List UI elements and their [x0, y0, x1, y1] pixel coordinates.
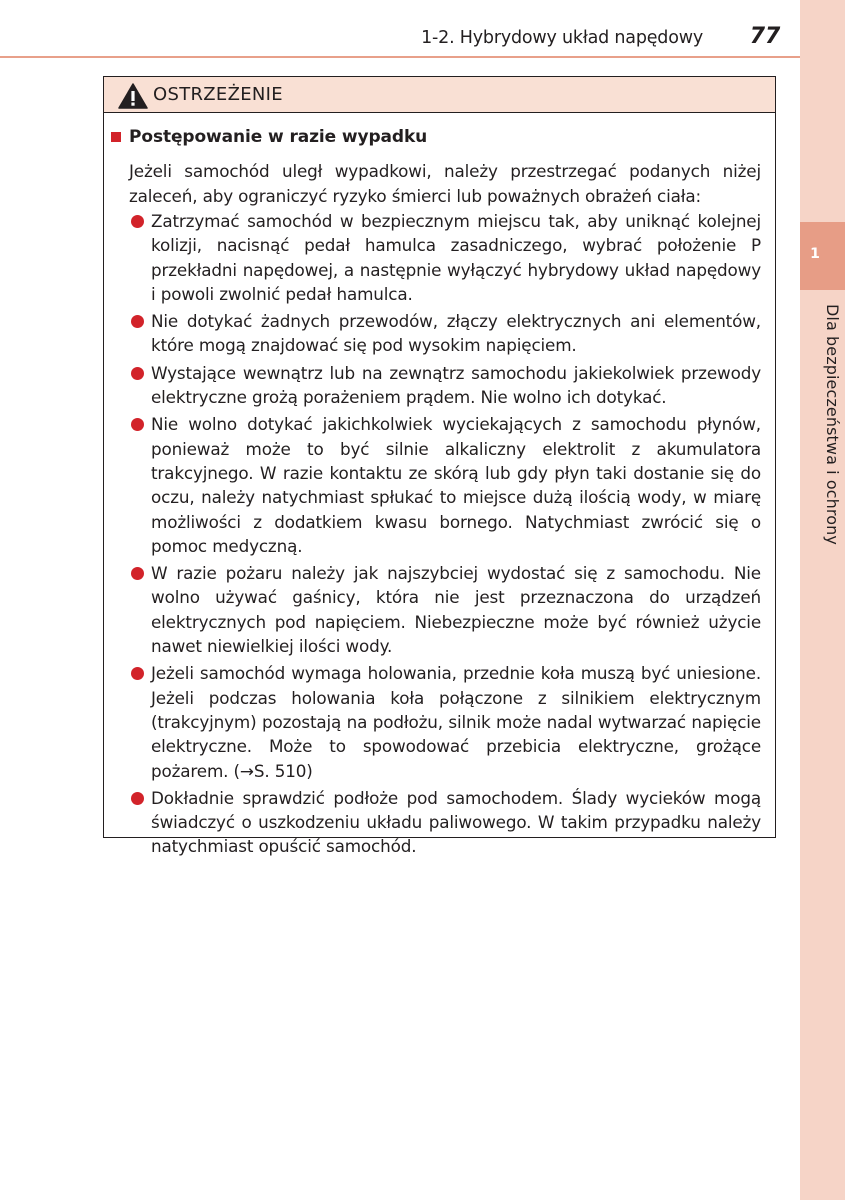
- intro-paragraph: Jeżeli samochód uległ wypadkowi, należy przestrzegać podanych niżej zaleceń, aby ograniczyć ryzyko śmierci lub poważnych obrażeń ciała:: [129, 161, 761, 206]
- warning-header: [104, 77, 775, 113]
- section-marker-icon: [111, 132, 121, 142]
- bullet-icon: [131, 215, 144, 228]
- list-item-text: Dokładnie sprawdzić podłoże pod samochodem. Ślady wycieków mogą świadczyć o uszkodzeniu układu paliwowego. W takim przypadku należy natychmiast opuścić samochód.: [151, 787, 761, 857]
- list-item: [129, 661, 761, 782]
- section-heading: Postępowanie w razie wypadku: [129, 127, 428, 147]
- list-item: [129, 309, 761, 358]
- header-rule: [0, 56, 800, 58]
- list-item: [129, 412, 761, 558]
- list-item: [129, 786, 761, 859]
- list-item-text: W razie pożaru należy jak najszybciej wydostać się z samochodu. Nie wolno używać gaśnicy, która nie jest przeznaczona do urządzeń elektrycznych pod napięciem. Niebezpieczne może być również użycie nawet niewielkiej ilości wody.: [151, 563, 761, 657]
- bullet-icon: [131, 315, 144, 328]
- list-item-text: Nie dotykać żadnych przewodów, złączy elektrycznych ani elementów, które mogą znajdować się pod wysokim napięciem.: [151, 311, 761, 356]
- side-tab-strip: [800, 0, 845, 1200]
- bullet-icon: [131, 792, 144, 805]
- bullet-list: [129, 209, 761, 862]
- bullet-icon: [131, 367, 144, 380]
- running-header-title: 1-2. Hybrydowy układ napędowy: [421, 28, 703, 48]
- bullet-icon: [131, 418, 144, 431]
- chapter-number: 1: [810, 246, 820, 262]
- list-item-text: Nie wolno dotykać jakichkolwiek wyciekających z samochodu płynów, ponieważ może to być silnie alkaliczny elektrolit z akumulatora trakcyjnego. W razie kontaktu ze skórą lub gdy płyn taki dostanie się do oczu, należy natychmiast spłukać to miejsce dużą ilością wody, w miarę możliwości z dodatkiem kwasu bornego. Natychmiast zwrócić się o pomoc medyczną.: [151, 414, 761, 556]
- list-item: [129, 561, 761, 658]
- warning-triangle-icon: [118, 83, 148, 109]
- list-item-text: Jeżeli samochód wymaga holowania, przednie koła muszą być uniesione. Jeżeli podczas holowania koła połączone z silnikiem elektrycznym (trakcyjnym) pozostają na podłożu, silnik może nadal wytwarzać napięcie elektryczne. Może to spowodować przebicia elektryczne, grożące pożarem. (→S. 510): [151, 663, 761, 781]
- page-number: 77: [749, 24, 781, 49]
- list-item-text: Zatrzymać samochód w bezpiecznym miejscu tak, aby uniknąć kolejnej kolizji, nacisnąć pedał hamulca zasadniczego, wybrać położenie P przekładni napędowej, a następnie wyłączyć hybrydowy układ napędowy i powoli zwolnić pedał hamulca.: [151, 211, 761, 304]
- chapter-title-vertical: Dla bezpieczeństwa i ochrony: [823, 304, 842, 545]
- bullet-icon: [131, 567, 144, 580]
- list-item: [129, 361, 761, 410]
- warning-title: OSTRZEŻENIE: [153, 84, 283, 105]
- bullet-icon: [131, 667, 144, 680]
- list-item: [129, 209, 761, 306]
- list-item-text: Wystające wewnątrz lub na zewnątrz samochodu jakiekolwiek przewody elektryczne grożą porażeniem prądem. Nie wolno ich dotykać.: [151, 362, 761, 408]
- warning-box: [103, 76, 776, 857]
